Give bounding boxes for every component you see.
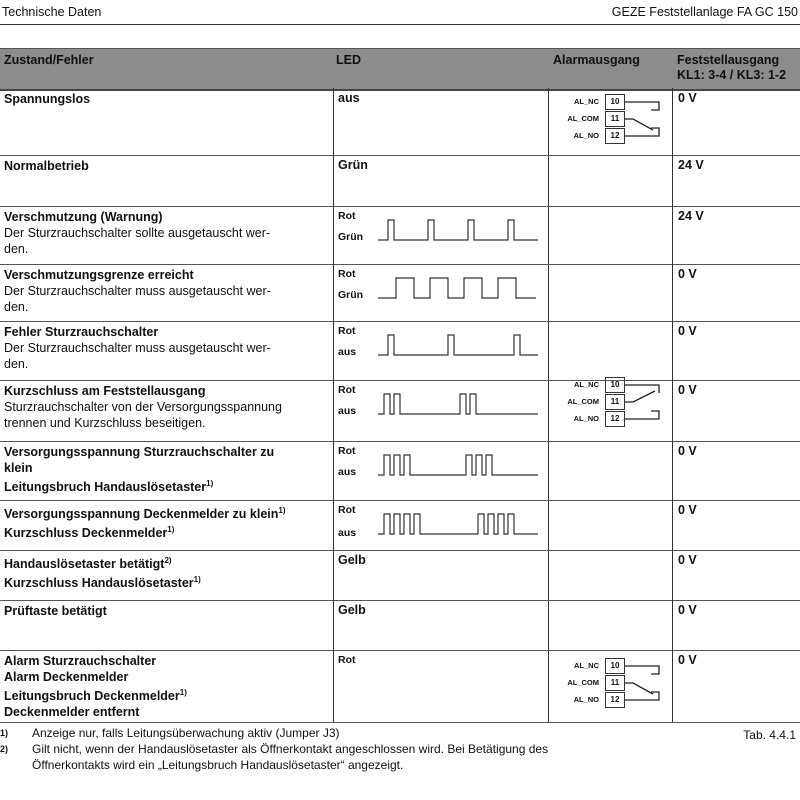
col-led: LED — [336, 53, 361, 67]
label-al-no: AL_NO — [573, 695, 599, 704]
table-row — [0, 500, 800, 551]
led-label-bottom: Grün — [338, 289, 364, 301]
table-row — [0, 321, 800, 381]
row-description-cont: den. — [4, 357, 29, 371]
footnote-2-cont: Öffnerkontakts wird ein „Leitungsbruch Handauslösetaster“ angezeigt. — [32, 758, 404, 772]
section-title: Technische Daten — [2, 5, 102, 19]
footnote-ref: 1) — [278, 506, 286, 515]
led-label-top: Rot — [338, 210, 356, 222]
footnote-ref: 2) — [164, 556, 172, 565]
table-row — [0, 88, 800, 156]
footnote-ref: 1) — [167, 525, 175, 535]
led-label-top: Rot — [338, 325, 356, 337]
row-title-line3: Leitungsbruch Deckenmelder$^{1)}$ — [4, 688, 187, 704]
table-row — [0, 550, 800, 601]
table-row — [0, 264, 800, 322]
row-description-cont: den. — [4, 300, 29, 314]
row-title: Fehler Sturzrauchschalter — [4, 325, 159, 339]
row-title: Verschmutzung (Warnung) — [4, 210, 163, 224]
col-feststell-title: Feststellausgang — [677, 53, 780, 67]
led-label-bottom: aus — [338, 466, 357, 478]
output-voltage: 0 V — [678, 324, 697, 338]
terminal-11: 11 — [605, 675, 625, 691]
row-title-cont: Kurzschluss Deckenmelder$^{1)}$ — [4, 525, 175, 541]
terminal-11: 11 — [605, 394, 625, 410]
label-al-com: AL_COM — [567, 114, 599, 123]
row-description: Sturzrauchschalter von der Versorgungsspannung — [4, 400, 282, 414]
blink-pattern-icon — [378, 274, 543, 304]
output-voltage: 0 V — [678, 91, 697, 105]
col-alarm: Alarmausgang — [553, 53, 640, 67]
led-label-bottom: aus — [338, 346, 357, 358]
row-description: Der Sturzrauchschalter sollte ausgetauscht wer- — [4, 226, 271, 240]
blink-pattern-icon — [378, 390, 543, 420]
row-description-cont: den. — [4, 242, 29, 256]
table-header — [0, 48, 800, 91]
row-title: Verschmutzungsgrenze erreicht — [4, 268, 194, 282]
output-voltage: 0 V — [678, 383, 697, 397]
label-al-nc: AL_NC — [573, 97, 599, 106]
output-voltage: 0 V — [678, 653, 697, 667]
label-al-no: AL_NO — [573, 414, 599, 423]
col-zustand: Zustand/Fehler — [4, 53, 94, 67]
row-title: Handauslösetaster betätigt$^{2)}$ — [4, 556, 172, 572]
terminal-10: 10 — [605, 377, 625, 393]
terminal-10: 10 — [605, 658, 625, 674]
row-description: Der Sturzrauchschalter muss ausgetauscht wer- — [4, 341, 271, 355]
footnote-ref: 1) — [179, 688, 187, 697]
output-voltage: 0 V — [678, 503, 697, 517]
led-label-bottom: aus — [338, 405, 357, 417]
table-row — [0, 380, 800, 442]
led-state: Grün — [338, 158, 368, 172]
row-title-cont: Kurzschluss Handauslösetaster$^{1)}$ — [4, 575, 201, 591]
row-title: Spannungslos — [4, 92, 91, 106]
led-label-bottom: Grün — [338, 231, 364, 243]
led-label-top: Rot — [338, 504, 356, 516]
table-row — [0, 155, 800, 207]
col-feststell-sub: KL1: 3-4 / KL3: 1-2 — [677, 68, 787, 82]
footnote-ref: 1) — [206, 479, 214, 488]
terminal-12: 12 — [605, 128, 625, 144]
blink-pattern-icon — [378, 451, 543, 481]
led-state: Gelb — [338, 603, 366, 617]
table-row — [0, 206, 800, 265]
label-al-nc: AL_NC — [573, 380, 599, 389]
page-header — [0, 0, 800, 25]
terminal-11: 11 — [605, 111, 625, 127]
led-state: Rot — [338, 654, 356, 666]
footnote-2: Gilt nicht, wenn der Handauslösetaster als Öffnerkontakt angeschlossen wird. Bei Betätigung des — [32, 742, 549, 756]
label-al-com: AL_COM — [567, 678, 599, 687]
row-title: Prüftaste betätigt — [4, 604, 107, 618]
terminal-12: 12 — [605, 692, 625, 708]
row-title-line2: Alarm Deckenmelder — [4, 670, 129, 684]
led-state: aus — [338, 91, 360, 105]
label-al-nc: AL_NC — [573, 661, 599, 670]
document-title: GEZE Feststellanlage FA GC 150 — [611, 5, 798, 19]
led-label-top: Rot — [338, 445, 356, 457]
row-title-line3: Leitungsbruch Handauslösetaster$^{1)}$ — [4, 479, 214, 495]
led-label-bottom: aus — [338, 527, 357, 539]
led-label-top: Rot — [338, 384, 356, 396]
col-feststell — [677, 53, 786, 83]
row-description: Der Sturzrauchschalter muss ausgetauscht wer- — [4, 284, 271, 298]
footnote-1: Anzeige nur, falls Leitungsüberwachung aktiv (Jumper J3) — [32, 726, 340, 740]
row-title: Alarm Sturzrauchschalter — [4, 654, 157, 668]
led-label-top: Rot — [338, 268, 356, 280]
table-reference: Tab. 4.4.1 — [743, 728, 796, 742]
label-al-com: AL_COM — [567, 397, 599, 406]
terminal-12: 12 — [605, 411, 625, 427]
terminal-10: 10 — [605, 94, 625, 110]
label-al-no: AL_NO — [573, 131, 599, 140]
row-title: Normalbetrieb — [4, 159, 89, 173]
led-state: Gelb — [338, 553, 366, 567]
row-description-cont: trennen und Kurzschluss beseitigen. — [4, 416, 206, 430]
row-title: Kurzschluss am Feststellausgang — [4, 384, 206, 398]
output-voltage: 0 V — [678, 267, 697, 281]
output-voltage: 24 V — [678, 209, 704, 223]
output-voltage: 24 V — [678, 158, 704, 172]
output-voltage: 0 V — [678, 444, 697, 458]
footnote-ref: 1) — [193, 575, 201, 585]
footnote-mark-1: 1) — [0, 728, 9, 738]
footnotes — [0, 726, 800, 774]
table-row — [0, 650, 800, 723]
blink-pattern-icon — [378, 216, 543, 246]
blink-pattern-icon — [378, 510, 543, 540]
table-row — [0, 441, 800, 501]
blink-pattern-icon — [378, 331, 543, 361]
row-title-cont: klein — [4, 461, 33, 475]
table-row — [0, 600, 800, 651]
output-voltage: 0 V — [678, 603, 697, 617]
footnote-mark-2: 2) — [0, 744, 9, 754]
output-voltage: 0 V — [678, 553, 697, 567]
row-title: Versorgungsspannung Sturzrauchschalter zu — [4, 445, 275, 459]
row-title: Versorgungsspannung Deckenmelder zu klein$^{1)}$ — [4, 506, 286, 522]
row-title-line4: Deckenmelder entfernt — [4, 705, 140, 720]
